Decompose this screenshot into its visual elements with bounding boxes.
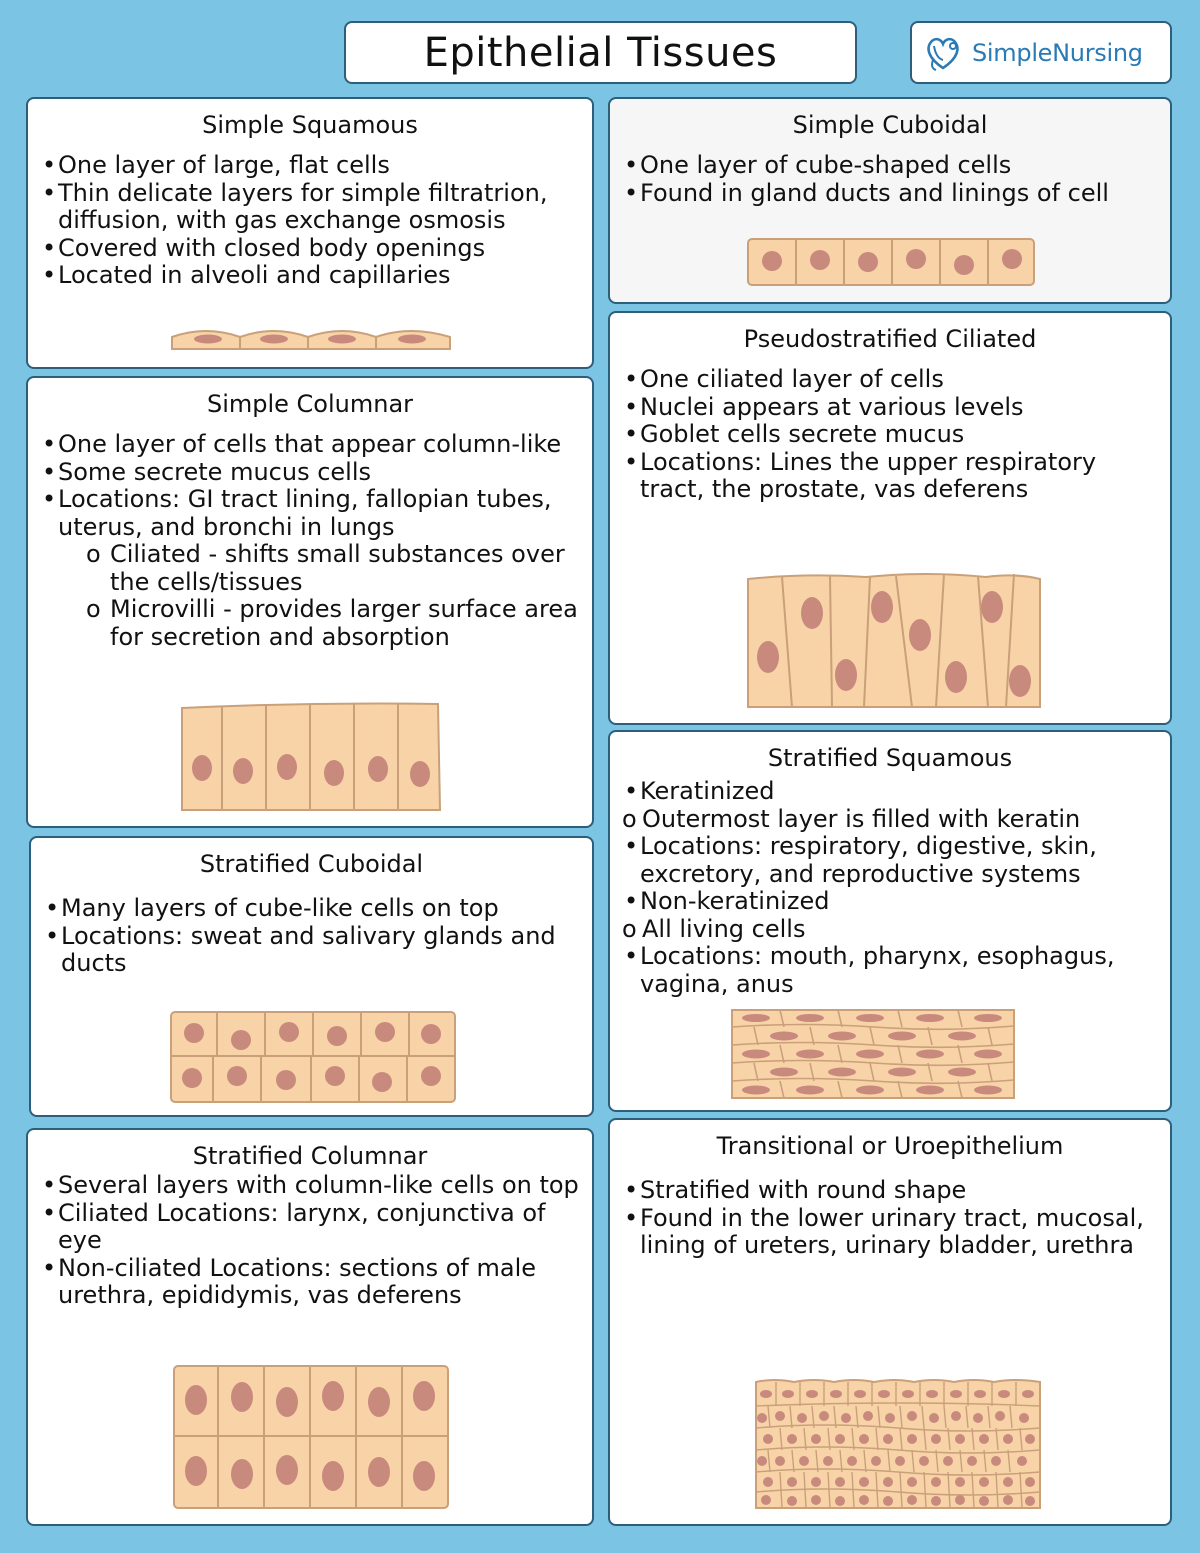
sub-list-item: o Outermost layer is filled with keratin	[622, 806, 1162, 834]
bullet-list	[622, 778, 1162, 998]
list-item: • Ciliated Locations: larynx, conjunctiva of eye	[40, 1200, 588, 1255]
card-simple-cuboidal	[608, 97, 1172, 304]
list-item: • Found in the lower urinary tract, mucosal, lining of ureters, urinary bladder, urethra	[622, 1205, 1162, 1260]
bullet-list	[622, 152, 1162, 207]
stratified-columnar-illustration	[172, 1364, 452, 1512]
card-transitional	[608, 1118, 1172, 1526]
list-item: • Many layers of cube-like cells on top	[43, 895, 588, 923]
card-title: Transitional or Uroepithelium	[716, 1132, 1064, 1160]
card-pseudostratified	[608, 311, 1172, 725]
simple-squamous-illustration	[170, 319, 454, 353]
stratified-squamous-illustration	[730, 1008, 1018, 1102]
card-title: Stratified Columnar	[192, 1142, 428, 1170]
bullet-list	[40, 431, 588, 651]
card-simple-columnar	[26, 376, 594, 828]
list-item: • Locations: mouth, pharynx, esophagus, vagina, anus	[622, 943, 1162, 998]
simple-cuboidal-illustration	[746, 235, 1038, 289]
card-title: Stratified Squamous	[767, 744, 1013, 772]
list-item: • Located in alveoli and capillaries	[40, 262, 588, 290]
list-item: • Goblet cells secrete mucus	[622, 421, 1162, 449]
transitional-illustration	[754, 1376, 1044, 1512]
list-item: • Keratinized	[622, 778, 1162, 806]
list-item: • Found in gland ducts and linings of cell	[622, 180, 1162, 208]
sub-list-item: o Ciliated - shifts small substances over the cells/tissues	[40, 541, 588, 596]
list-item: • Stratified with round shape	[622, 1177, 1162, 1205]
sub-list-item: o All living cells	[622, 916, 1162, 944]
simple-columnar-illustration	[180, 700, 444, 814]
list-item: • Locations: respiratory, digestive, skin, excretory, and reproductive systems	[622, 833, 1162, 888]
page-title: Epithelial Tissues	[344, 21, 857, 84]
list-item: • Thin delicate layers for simple filtratrion, diffusion, with gas exchange osmosis	[40, 180, 588, 235]
list-item: • One layer of cube-shaped cells	[622, 152, 1162, 180]
brand-logo[interactable]	[910, 21, 1172, 84]
list-item: • Some secrete mucus cells	[40, 459, 588, 487]
bullet-list	[40, 152, 588, 290]
bullet-list	[40, 1172, 588, 1310]
list-item: • One layer of large, flat cells	[40, 152, 588, 180]
list-item: • One layer of cells that appear column-like	[40, 431, 588, 459]
card-stratified-columnar	[26, 1128, 594, 1526]
sub-list-item: o Microvilli - provides larger surface area for secretion and absorption	[40, 596, 588, 651]
logo-text: SimpleNursing	[972, 38, 1143, 67]
list-item: • Nuclei appears at various levels	[622, 394, 1162, 422]
card-title: Simple Squamous	[202, 111, 418, 139]
card-stratified-squamous	[608, 730, 1172, 1112]
card-title: Simple Columnar	[206, 390, 414, 418]
list-item: • Covered with closed body openings	[40, 235, 588, 263]
list-item: • Locations: Lines the upper respiratory tract, the prostate, vas deferens	[622, 449, 1162, 504]
card-stratified-cuboidal	[29, 836, 594, 1117]
card-title: Pseudostratified Ciliated	[743, 325, 1037, 353]
card-title: Stratified Cuboidal	[199, 850, 424, 878]
list-item: • Non-keratinized	[622, 888, 1162, 916]
list-item: • Several layers with column-like cells on top	[40, 1172, 588, 1200]
list-item: • Non-ciliated Locations: sections of male urethra, epididymis, vas deferens	[40, 1255, 588, 1310]
list-item: • Locations: GI tract lining, fallopian tubes, uterus, and bronchi in lungs	[40, 486, 588, 541]
bullet-list	[622, 1177, 1162, 1260]
bullet-list	[43, 895, 588, 978]
card-title: Simple Cuboidal	[792, 111, 988, 139]
pseudostratified-illustration	[746, 571, 1044, 711]
heart-stethoscope-icon	[920, 30, 966, 76]
stratified-cuboidal-illustration	[169, 1010, 459, 1106]
bullet-list	[622, 366, 1162, 504]
card-simple-squamous	[26, 97, 594, 369]
list-item: • Locations: sweat and salivary glands and ducts	[43, 923, 588, 978]
list-item: • One ciliated layer of cells	[622, 366, 1162, 394]
